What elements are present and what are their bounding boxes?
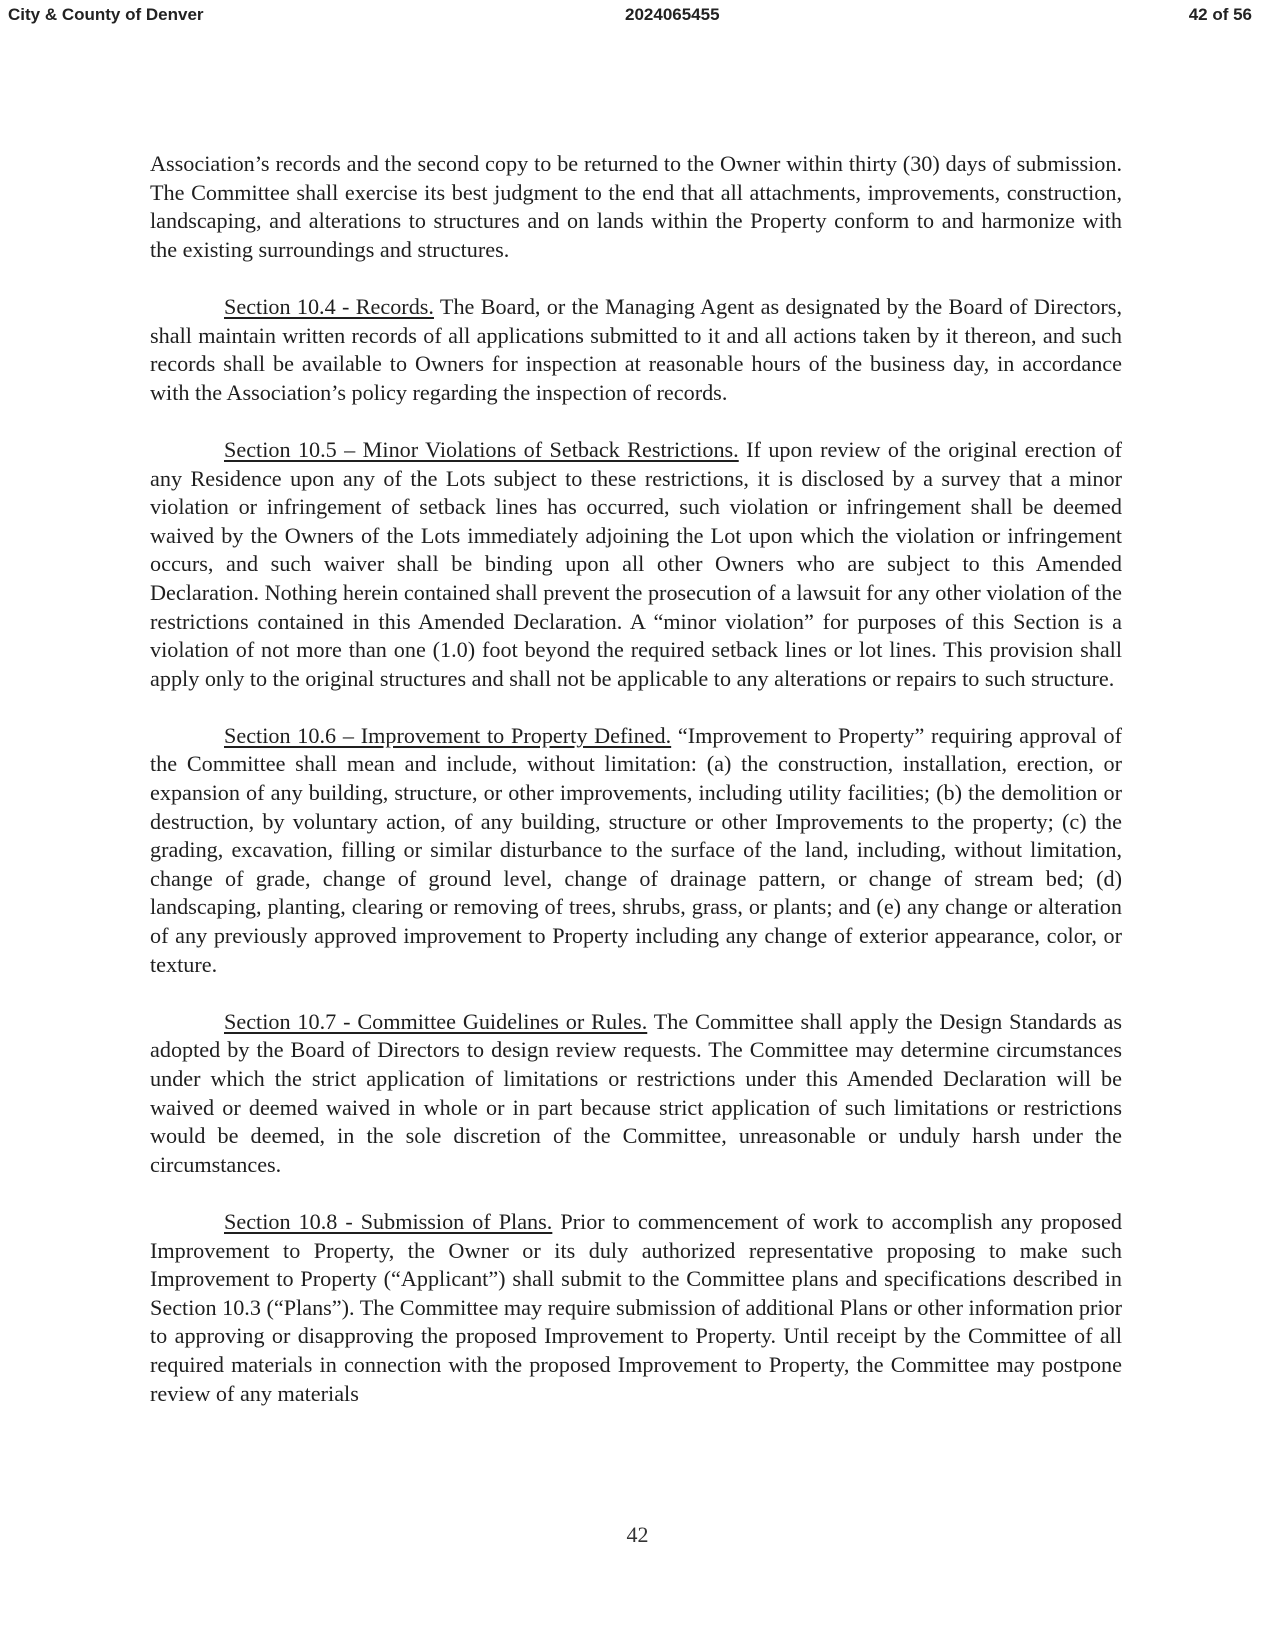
paragraph-body: The Board, or the Managing Agent as designated by the Board of Directors, shall maintain written records of all applications submitted to it and all actions taken by it thereon, and such records shall be available to Owners for inspection at reasonable hours of the business day, in accordance with the Association’s policy regarding the inspection of records.: [150, 293, 1122, 405]
header-jurisdiction: City & County of Denver: [8, 5, 204, 24]
paragraph-section-10-5: [150, 436, 1122, 693]
paragraph-section-10-7: [150, 1008, 1122, 1180]
paragraph-section-10-4: [150, 293, 1122, 407]
paragraph-body: “Improvement to Property” requiring approval of the Committee shall mean and include, without limitation: (a) the construction, installation, erection, or expansion of any building, structure, or other improvements, including utility facilities; (b) the demolition or destruction, by voluntary action, of any building, structure or other Improvements to the property; (c) the grading, excavation, filling or similar disturbance to the surface of the land, including, without limitation, change of grade, change of ground level, change of drainage pattern, or change of stream bed; (d) landscaping, planting, clearing or removing of trees, shrubs, grass, or plants; and (e) any change or alteration of any previously approved improvement to Property including any change of exterior appearance, color, or texture.: [150, 722, 1122, 977]
header-reception-number: 2024065455: [625, 5, 720, 24]
document-body: [150, 150, 1122, 1437]
section-heading: Section 10.7 - Committee Guidelines or Rules.: [224, 1008, 648, 1034]
header-page-count: 42 of 56: [1188, 5, 1252, 24]
paragraph-body: The Committee shall apply the Design Standards as adopted by the Board of Directors to design review requests. The Committee may determine circumstances under which the strict application of limitations or restrictions under this Amended Declaration will be waived or deemed waived in whole or in part because strict application of such limitations or restrictions would be deemed, in the sole discretion of the Committee, unreasonable or unduly harsh under the circumstances.: [150, 1008, 1122, 1177]
section-heading: Section 10.6 – Improvement to Property Defined.: [224, 722, 672, 748]
paragraph-body: If upon review of the original erection of any Residence upon any of the Lots subject to these restrictions, it is disclosed by a survey that a minor violation or infringement of setback lines has occurred, such violation or infringement shall be deemed waived by the Owners of the Lots immediately adjoining the Lot upon which the violation or infringement occurs, and such waiver shall be binding upon all other Owners who are subject to this Amended Declaration. Nothing herein contained shall prevent the prosecution of a lawsuit for any other violation of the restrictions contained in this Amended Declaration. A “minor violation” for purposes of this Section is a violation of not more than one (1.0) foot beyond the required setback lines or lot lines. This provision shall apply only to the original structures and shall not be applicable to any alterations or repairs to such structure.: [150, 436, 1122, 691]
paragraph-section-10-8: [150, 1208, 1122, 1408]
page-number: 42: [626, 1522, 649, 1547]
page-header: [0, 0, 1275, 30]
paragraph-body: Prior to commencement of work to accomplish any proposed Improvement to Property, the Owner or its duly authorized representative proposing to make such Improvement to Property (“Applicant”) shall submit to the Committee plans and specifications described in Section 10.3 (“Plans”). The Committee may require submission of additional Plans or other information prior to approving or disapproving the proposed Improvement to Property. Until receipt by the Committee of all required materials in connection with the proposed Improvement to Property, the Committee may postpone review of any materials: [150, 1208, 1122, 1406]
section-heading: Section 10.5 – Minor Violations of Setback Restrictions.: [224, 436, 739, 462]
section-heading: Section 10.4 - Records.: [224, 293, 434, 319]
paragraph-continuation: [150, 150, 1122, 264]
section-heading: Section 10.8 - Submission of Plans.: [224, 1208, 553, 1234]
paragraph-body: Association’s records and the second copy to be returned to the Owner within thirty (30) days of submission. The Committee shall exercise its best judgment to the end that all attachments, improvements, construction, landscaping, and alterations to structures and on lands within the Property conform to and harmonize with the existing surroundings and structures.: [150, 151, 1122, 262]
paragraph-section-10-6: [150, 722, 1122, 979]
